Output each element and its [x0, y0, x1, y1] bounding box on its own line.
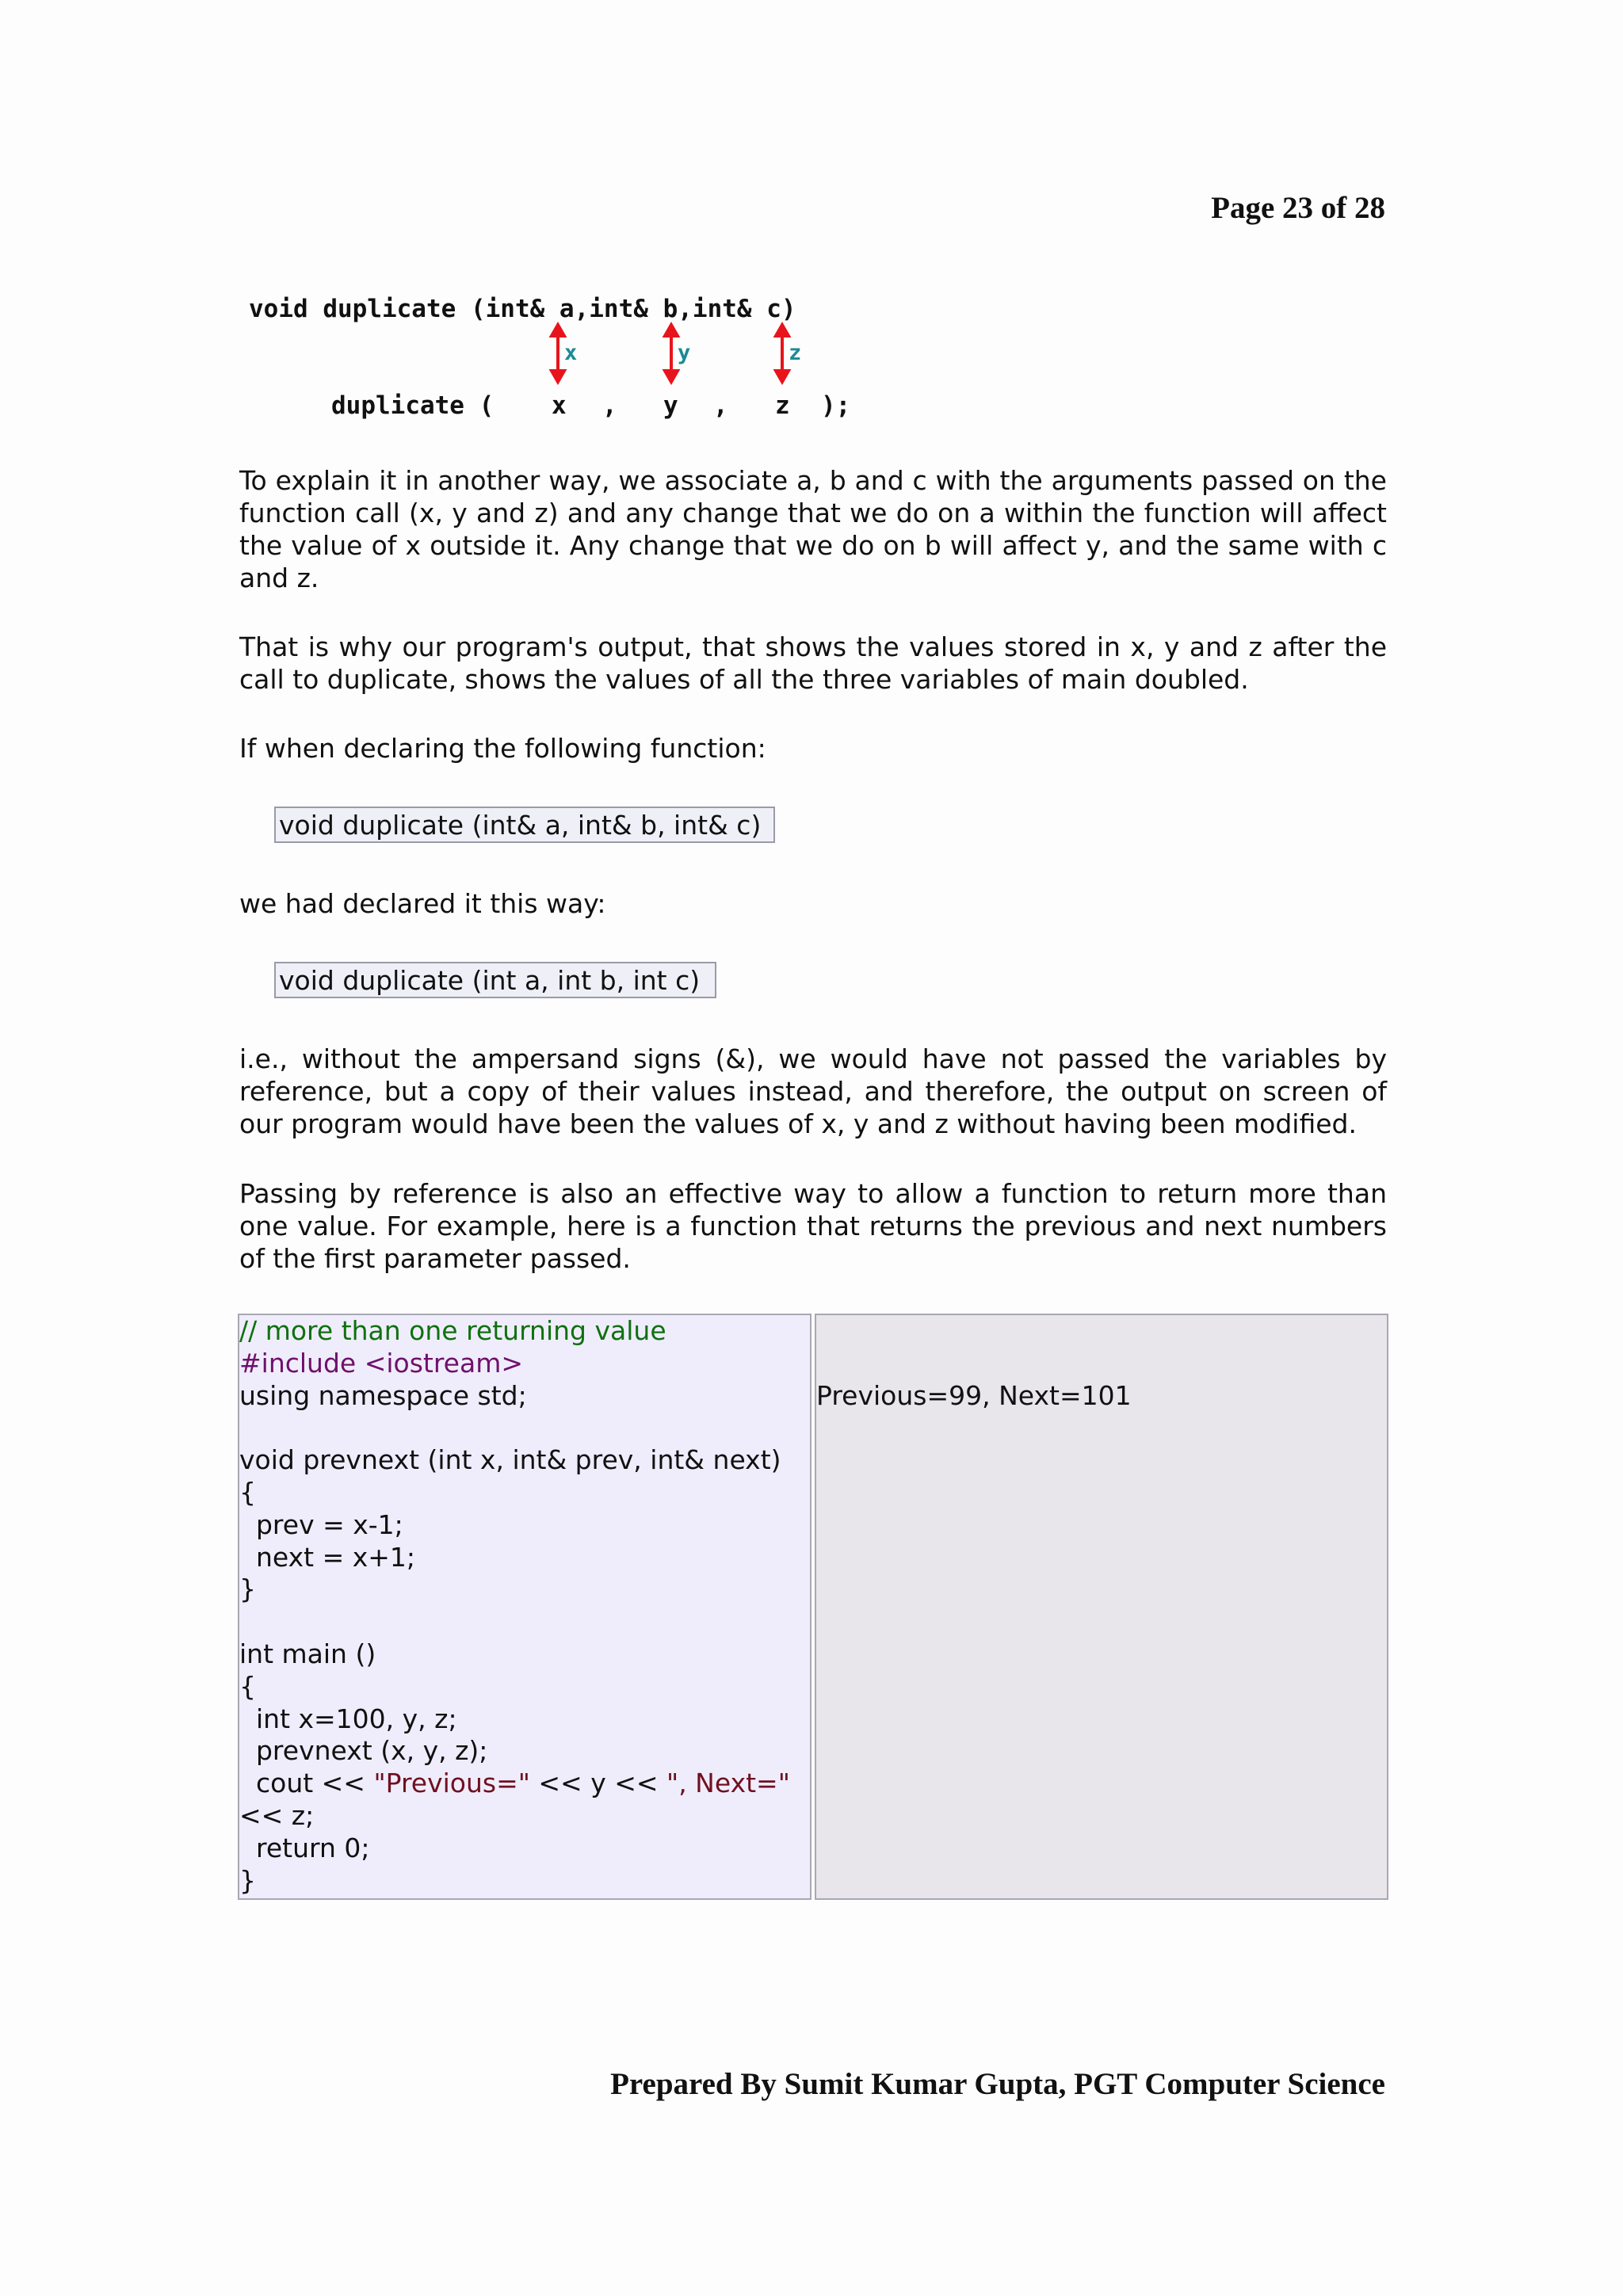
code-line: next = x+1;	[239, 1541, 416, 1573]
call-comma-1: ,	[602, 391, 617, 420]
code-line: {	[239, 1476, 256, 1508]
code-line: int x=100, y, z;	[239, 1703, 457, 1734]
paragraph-explanation: To explain it in another way, we associate a, b and c with the arguments passed on the function call (x, y and z) and any change that we do on a within the function will affect the value of x outside it. Any change that we do on b will affect y, and the same with c and z.	[239, 465, 1387, 593]
code-line: prevnext (x, y, z);	[239, 1735, 488, 1767]
code-line: cout << "Previous=" << y << ", Next="	[239, 1768, 790, 1799]
code-line: prev = x-1;	[239, 1508, 403, 1540]
code-line: void prevnext (int x, int& prev, int& next)	[239, 1444, 781, 1476]
footer-credit: Prepared By Sumit Kumar Gupta, PGT Computer Science	[610, 2067, 1385, 2101]
code-line: #include <iostream>	[239, 1347, 524, 1379]
call-end: );	[821, 391, 851, 420]
code-line	[239, 1606, 810, 1638]
code-line: << z;	[239, 1799, 315, 1831]
string-literal: ", Next="	[666, 1768, 790, 1799]
code-line	[239, 1412, 810, 1444]
code-line: // more than one returning value	[239, 1315, 666, 1346]
code-line: }	[239, 1864, 256, 1896]
reference-diagram	[238, 285, 872, 444]
arrow-label-y: y	[678, 341, 691, 365]
call-function-name: duplicate (	[331, 391, 495, 420]
call-arg-z: z	[775, 391, 790, 420]
arrow-label-x: x	[564, 341, 578, 365]
paragraph-multiple-returns: Passing by reference is also an effective way to allow a function to return more than one value. For example, here is a function that returns the previous and next numbers of the first parameter passed.	[239, 1178, 1387, 1274]
paragraph-without-ampersand: i.e., without the ampersand signs (&), we would have not passed the variables by reference, but a copy of their values instead, and therefore, the output on screen of our program would have been the values of x, y and z without having been modified.	[239, 1043, 1387, 1139]
output-line: Previous=99, Next=101	[816, 1379, 1132, 1411]
paragraph-output-explanation: That is why our program's output, that shows the values stored in x, y and z after the call to duplicate, shows the values of all the three variables of main doubled.	[239, 631, 1387, 695]
code-line: int main ()	[239, 1638, 376, 1669]
call-comma-2: ,	[713, 391, 728, 420]
code-listing	[238, 1314, 812, 1900]
program-output	[815, 1314, 1388, 1900]
call-arg-x: x	[552, 391, 567, 420]
code-line: {	[239, 1670, 256, 1702]
code-line: using namespace std;	[239, 1379, 527, 1411]
code-line: return 0;	[239, 1832, 370, 1863]
arrow-label-z: z	[789, 341, 802, 365]
paragraph-declaring: If when declaring the following function:	[239, 733, 766, 764]
code-line: }	[239, 1573, 256, 1605]
code-box-by-reference: void duplicate (int& a, int& b, int& c)	[274, 807, 775, 843]
string-literal: "Previous="	[373, 1768, 530, 1799]
declaration-code: void duplicate (int& a,int& b,int& c)	[249, 295, 796, 323]
call-arg-y: y	[663, 391, 678, 420]
code-example-table	[238, 1314, 1388, 1900]
page-number: Page 23 of 28	[1211, 191, 1385, 225]
paragraph-declared-this-way: we had declared it this way:	[239, 888, 606, 919]
code-box-by-value: void duplicate (int a, int b, int c)	[274, 962, 716, 998]
